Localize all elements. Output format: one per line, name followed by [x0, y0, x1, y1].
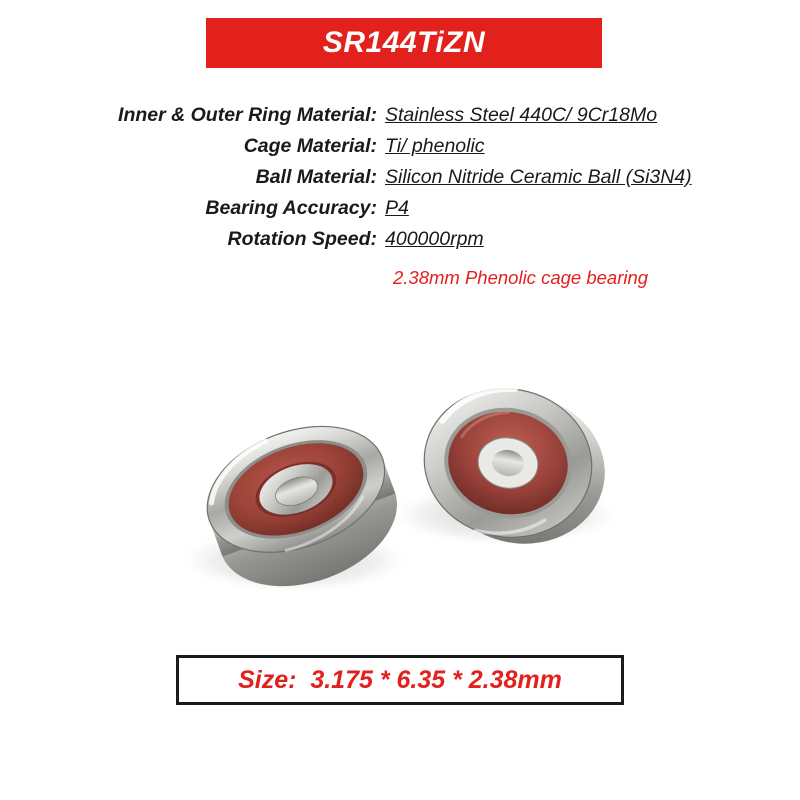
- size-text: Size: 3.175 * 6.35 * 2.38mm: [238, 665, 562, 694]
- spec-label-ball-material: Ball Material:: [255, 166, 377, 188]
- spec-label-bearing-accuracy: Bearing Accuracy:: [205, 197, 377, 219]
- size-banner: [176, 655, 624, 705]
- spec-row: [0, 197, 800, 220]
- product-title-banner: [206, 18, 602, 68]
- page-title: SR144TiZN: [322, 26, 486, 59]
- spec-label-rotation-speed: Rotation Speed:: [227, 228, 377, 250]
- spec-value-ring-material: Stainless Steel 440C/ 9Cr18Mo: [385, 104, 658, 126]
- product-photo: [120, 345, 680, 635]
- spec-value-bearing-accuracy: P4: [385, 197, 409, 219]
- spec-row: [0, 104, 800, 127]
- spec-value-ball-material: Silicon Nitride Ceramic Ball (Si3N4): [385, 166, 692, 188]
- specification-list: [0, 104, 800, 289]
- cage-note-text: 2.38mm Phenolic cage bearing: [393, 267, 649, 288]
- spec-label-cage-material: Cage Material:: [243, 135, 377, 157]
- spec-value-cage-material: Ti/ phenolic: [385, 135, 485, 157]
- spec-row: [0, 135, 800, 158]
- spec-value-rotation-speed: 400000rpm: [385, 228, 484, 250]
- spec-row: [0, 166, 800, 189]
- bearing-photo-icon: [120, 345, 680, 635]
- spec-row: [0, 228, 800, 251]
- cage-note-row: [0, 267, 800, 289]
- spec-label-ring-material: Inner & Outer Ring Material:: [118, 104, 377, 126]
